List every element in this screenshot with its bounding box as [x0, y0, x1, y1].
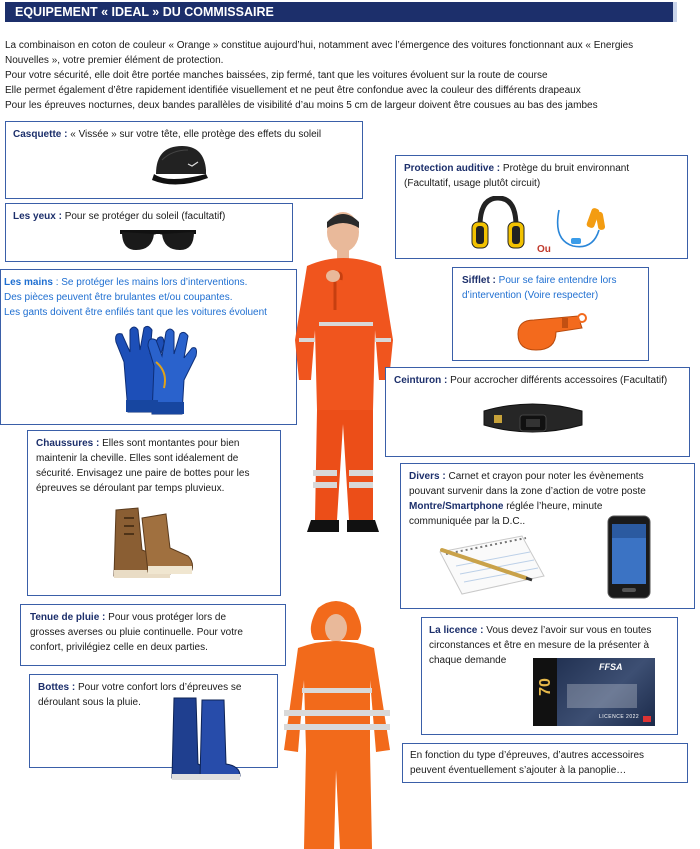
mains-text: Des pièces peuvent être brulantes et/ou coupantes.: [4, 292, 233, 303]
intro-text: [5, 38, 695, 113]
casquette-label: Casquette :: [13, 129, 68, 140]
autres-box: [402, 743, 688, 783]
belt-image: [480, 395, 586, 445]
smartphone-image: [606, 514, 652, 600]
bottes-label: Bottes :: [38, 682, 76, 693]
ceinturon-text: Pour accrocher différents accessoires (Facultatif): [447, 375, 668, 386]
intro-line: Nouvelles », votre premier élément de protection.: [5, 55, 224, 66]
gloves-image: [108, 322, 200, 416]
ceinturon-label: Ceinturon :: [394, 375, 448, 386]
pluie-label: Tenue de pluie :: [30, 612, 106, 623]
divers-text: pouvant survenir dans la zone d’action de votre poste: [409, 486, 646, 497]
divers-text: réglée l’heure, minute: [503, 501, 603, 512]
auditive-text: (Facultatif, usage plutôt circuit): [404, 178, 541, 189]
intro-line: Pour les épreuves nocturnes, deux bandes parallèles de visibilité d’au moins 5 cm de largeur doivent être cousues au bas des jambes: [5, 100, 598, 111]
chaussures-text: sécurité. Envisagez une paire de bottes pour les: [36, 468, 250, 479]
casquette-text: « Vissée » sur votre tête, elle protège des effets du soleil: [67, 129, 322, 140]
sifflet-label: Sifflet :: [462, 275, 496, 286]
yeux-text: Pour se protéger du soleil (facultatif): [61, 211, 226, 222]
intro-line: Pour votre sécurité, elle doit être portée manches baissées, zip fermé, tant que les voitures évoluent sur la route de course: [5, 70, 548, 81]
bottes-text: déroulant sous la pluie.: [38, 697, 141, 708]
auditive-text: Protège du bruit environnant: [500, 163, 630, 174]
yeux-label: Les yeux :: [13, 211, 62, 222]
mains-label: Les mains: [4, 277, 53, 288]
licence-label: La licence :: [429, 625, 484, 636]
bottes-text: Pour votre confort lors d’épreuves se: [75, 682, 242, 693]
mains-text: Les gants doivent être enfilés tant que les voitures évoluent: [4, 307, 267, 318]
sifflet-text: d’intervention (Voire respecter): [462, 290, 599, 301]
autres-text: En fonction du type d’épreuves, d’autres accessoires: [410, 750, 645, 761]
licence-text: chaque demande: [429, 655, 507, 666]
sifflet-text: Pour se faire entendre lors: [495, 275, 617, 286]
autres-text: peuvent éventuellement s’ajouter à la panoplie…: [410, 765, 627, 776]
rain-boots-image: [168, 694, 242, 784]
or-separator: Ou: [537, 244, 551, 255]
mains-text: : Se protéger les mains lors d’interventions.: [52, 277, 248, 288]
auditive-label: Protection auditive :: [404, 163, 501, 174]
pluie-text: grosses averses ou pluie continuelle. Pour votre: [30, 627, 243, 638]
divers-text: Carnet et crayon pour noter les évènements: [445, 471, 644, 482]
chaussures-label: Chaussures :: [36, 438, 100, 449]
chaussures-text: Elles sont montantes pour bien: [99, 438, 240, 449]
chaussures-text: maintenir la cheville. Elles sont idéalement de: [36, 453, 239, 464]
pluie-box: [20, 604, 286, 666]
rain-suit-figure-image: [278, 600, 398, 849]
divers-text: communiquée par la D.C..: [409, 516, 526, 527]
cap-image: [148, 138, 212, 194]
chaussures-text: épreuves se déroulant par temps pluvieux.: [36, 483, 225, 494]
page-title: EQUIPEMENT « IDEAL » DU COMMISSAIRE: [5, 2, 673, 22]
licence-card-brand: FFSA: [599, 662, 623, 672]
intro-line: La combinaison en coton de couleur « Orange » constitue aujourd’hui, notamment avec l’émergence des voitures fonctionnant aux « Energies: [5, 40, 634, 51]
licence-text: circonstances et être en mesure de la présenter à: [429, 640, 650, 651]
earmuffs-image: [470, 196, 526, 252]
licence-text: Vous devez l’avoir sur vous en toutes: [483, 625, 652, 636]
intro-line: Elle permet également d’être rapidement identifiée visuellement et ne peut être confondue avec la couleur des différents drapeaux: [5, 85, 581, 96]
pluie-text: confort, privilégiez celle en deux parties.: [30, 642, 208, 653]
notebook-image: [432, 532, 552, 598]
whistle-image: [512, 310, 588, 354]
divers-label-2: Montre/Smartphone: [409, 501, 504, 512]
earplugs-image: [553, 200, 605, 252]
sunglasses-image: [118, 226, 198, 254]
boots-image: [108, 500, 194, 586]
divers-label: Divers :: [409, 471, 446, 482]
licence-card-year: LICENCE 2022: [599, 714, 640, 720]
pluie-text: Pour vous protéger lors de: [105, 612, 227, 623]
licence-card-image: 70 FFSA LICENCE 2022: [533, 658, 655, 726]
